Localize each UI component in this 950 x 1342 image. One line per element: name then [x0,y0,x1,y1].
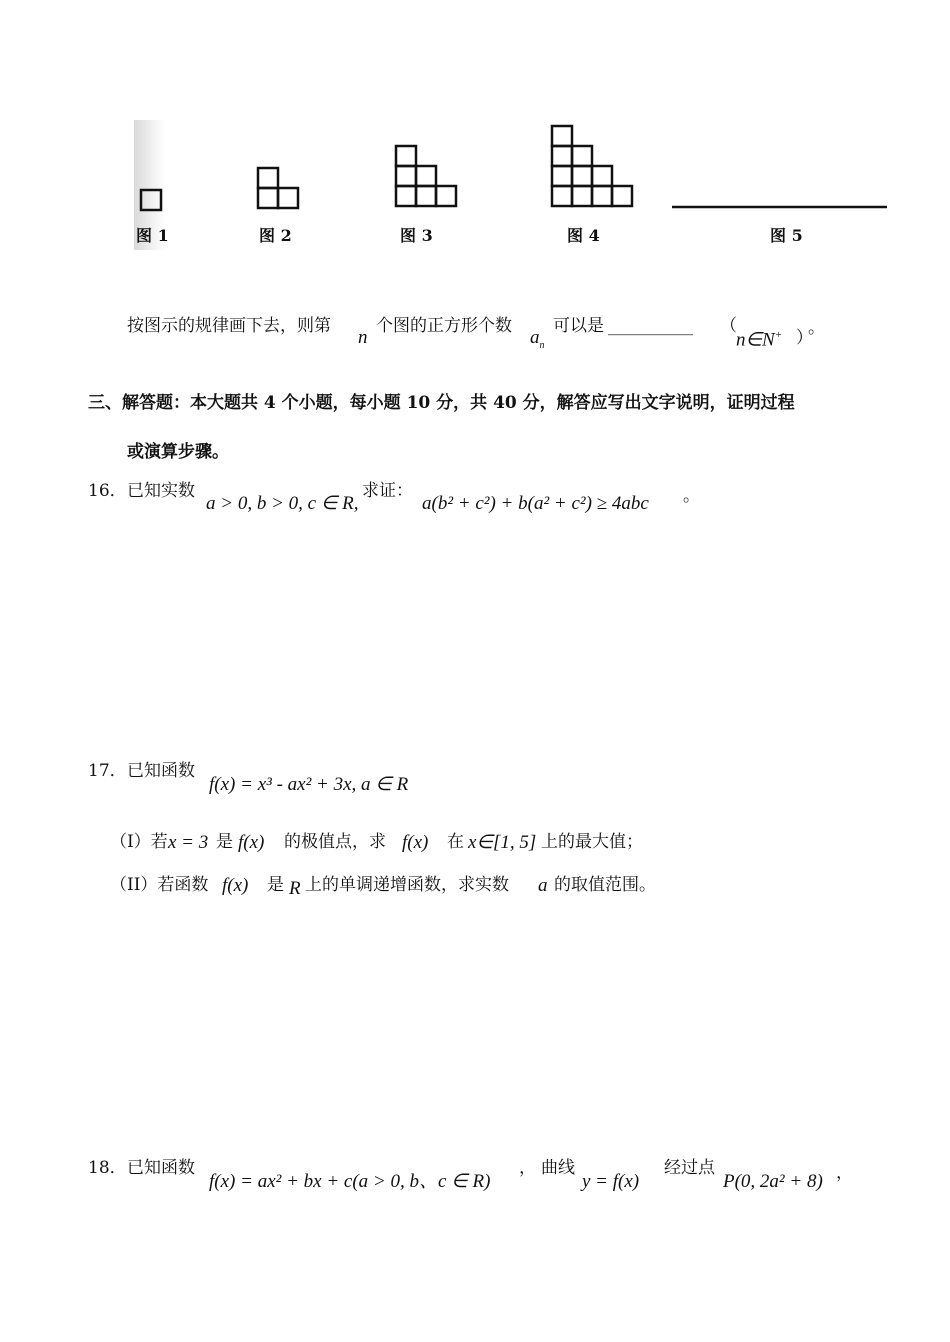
q17-part1-x: x = 3 [168,832,209,853]
fig1-label: 图 1 [136,226,169,245]
q17-part2-is: 是 [267,875,284,895]
fig4-squares [552,126,632,206]
q16-inequality: a(b² + c²) + b(a² + c²) ≥ 4abc [422,493,649,514]
q15-text-b: 个图的正方形个数 [376,316,512,336]
q16-condition: a > 0, b > 0, c ∈ R, [206,493,359,514]
q17-part2-end: 的取值范围。 [554,875,656,895]
q18-point: P(0, 2a² + 8) [723,1171,823,1192]
q17-part2-R: R [289,878,301,899]
q15-text-c: 可以是 [553,316,604,336]
fig2-squares [258,168,298,208]
q17-text-a: 已知函数 [127,761,195,781]
q17-part1-in: 在 [447,832,464,852]
q17-number: 17． [88,761,127,781]
square-figures [0,0,950,260]
q18-text-a: 已知函数 [127,1158,195,1178]
q17-part1-range: x∈[1, 5] [468,832,537,853]
q15-end: 。 [808,318,825,338]
q15-condition: n∈N+ [736,329,783,351]
fig5-label: 图 5 [770,226,803,245]
q18-function: f(x) = ax² + bx + c(a > 0, b、c ∈ R) [209,1171,491,1192]
q17-part1-is: 是 [216,832,233,852]
q17-part1-label: （I）若 [110,832,168,852]
q17-part2-text: 上的单调递增函数，求实数 [305,875,509,895]
q15-var-an: $a_n$ [530,327,545,351]
q17-part2-label: （II）若函数 [110,875,209,895]
q17-part1-end: 上的最大值； [541,832,643,852]
q17-part1-text: 的极值点，求 [284,832,386,852]
q15-text-a: 按图示的规律画下去，则第 [127,316,331,336]
q15-answer-blank: __________ [608,316,693,336]
q15-cond-close: ） [796,328,813,348]
section3-heading: 三、解答题：本大题共 4 个小题，每小题 10 分，共 40 分，解答应写出文字说明，证明过程 [88,393,795,413]
section3-heading-cont: 或演算步骤。 [127,442,229,462]
q16-end: 。 [683,486,700,506]
q15-cond-open: （ [720,316,737,336]
fig4-label: 图 4 [567,226,600,245]
fig3-label: 图 3 [400,226,433,245]
q17-part1-fx2: f(x) [402,832,429,853]
q18-number: 18． [88,1158,127,1178]
fig3-squares [396,146,456,206]
q17-part2-fx: f(x) [222,875,249,896]
q16-text-b: 求证： [362,481,413,501]
q17-function: f(x) = x³ - ax² + 3x, a ∈ R [209,774,409,795]
fig2-label: 图 2 [259,226,292,245]
q17-part2-a: a [538,875,548,896]
q18-curve: y = f(x) [582,1171,640,1192]
q18-end: ， [836,1163,853,1183]
q18-text-b: 曲线 [541,1158,575,1178]
q16-text-a: 已知实数 [127,481,195,501]
q18-comma: ， [519,1158,536,1178]
q15-var-n: n [358,327,368,348]
q16-number: 16． [88,481,127,501]
fig1-square [141,190,161,210]
q17-part1-fx: f(x) [238,832,265,853]
q18-text-c: 经过点 [664,1158,715,1178]
